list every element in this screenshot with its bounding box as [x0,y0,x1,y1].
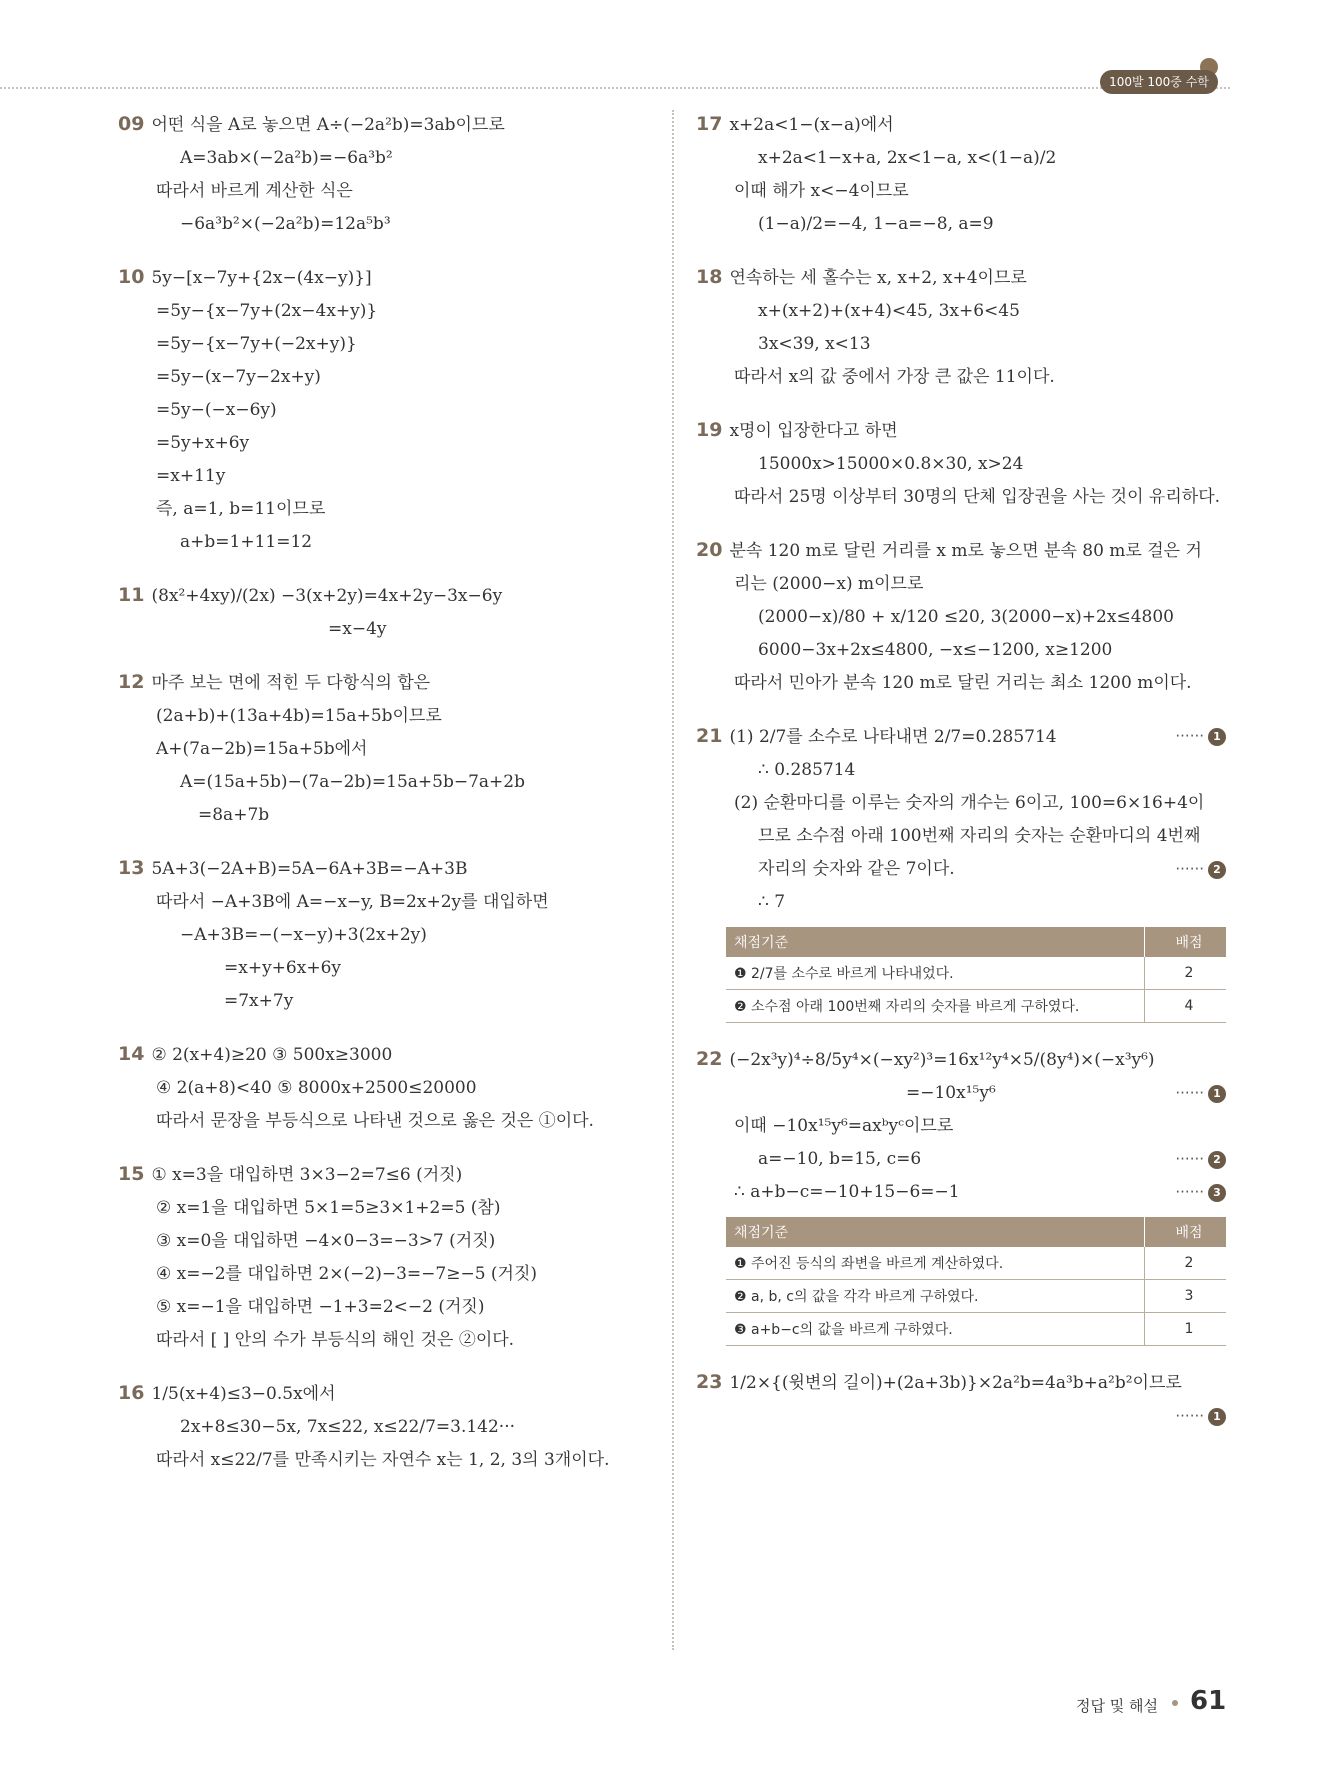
solution-line [696,1366,1226,1400]
solution-text: ∴ a+b−c=−10+15−6=−1 [734,1182,960,1202]
problem-number: 18 [696,266,723,288]
solution-line [118,886,638,919]
solution-line [696,1043,1226,1077]
problem-number: 12 [118,671,145,693]
solution-line [696,361,1226,394]
solution-text: x+2a<1−(x−a)에서 [729,115,894,135]
scoring-table [726,1217,1226,1346]
problem-19 [696,414,1226,514]
solution-line [118,175,638,208]
page-number: 61 [1190,1686,1227,1716]
solution-line [118,460,638,493]
solution-line [118,666,638,700]
solution-text: a=−10, b=15, c=6 [758,1149,922,1169]
solution-line [118,799,638,832]
solution-text: (−2x³y)⁴÷8/5y⁴×(−xy²)³=16x¹²y⁴×5/(8y⁴)×(−x³y⁶) [729,1050,1155,1070]
solution-text: 리는 (2000−x) m이므로 [734,574,924,594]
problem-number: 19 [696,419,723,441]
criteria-cell: ❷ a, b, c의 값을 각각 바르게 구하였다. [726,1280,1145,1313]
solution-text: =x−4y [328,619,387,639]
solution-line [118,1158,638,1192]
problem-number: 23 [696,1371,723,1393]
solution-line [118,952,638,985]
criteria-cell: ❷ 소수점 아래 100번째 자리의 숫자를 바르게 구하였다. [726,990,1145,1023]
step-marker: ······ 1 [1175,720,1226,753]
step-number-icon: 1 [1208,728,1226,746]
solution-text: 6000−3x+2x≤4800, −x≤−1200, x≥1200 [758,640,1113,660]
solution-text: =5y+x+6y [156,433,250,453]
solution-line [118,394,638,427]
solution-text: −A+3B=−(−x−y)+3(2x+2y) [180,925,427,945]
solution-text: 15000x>15000×0.8×30, x>24 [758,454,1024,474]
step-marker: ······ 1 [1175,1077,1226,1110]
solution-line [696,1176,1226,1209]
points-cell: 3 [1145,1280,1227,1313]
solution-text: 따라서 민아가 분속 120 m로 달린 거리는 최소 1200 m이다. [734,673,1192,693]
solution-text: 따라서 x≤22/7를 만족시키는 자연수 x는 1, 2, 3의 3개이다. [156,1450,610,1470]
solution-line [118,1038,638,1072]
criteria-header: 채점기준 [726,1217,1145,1247]
solution-text: x+(x+2)+(x+4)<45, 3x+6<45 [758,301,1020,321]
solution-line [118,361,638,394]
criteria-cell: ❶ 2/7를 소수로 바르게 나타내었다. [726,957,1145,990]
problem-18 [696,261,1226,394]
solution-text: x+2a<1−x+a, 2x<1−a, x<(1−a)/2 [758,148,1057,168]
scoring-header-row [726,927,1226,957]
solution-line [118,108,638,142]
solution-text: 연속하는 세 홀수는 x, x+2, x+4이므로 [729,268,1027,288]
solution-line [118,1225,638,1258]
solution-line [696,414,1226,448]
step-number-icon: 3 [1208,1184,1226,1202]
solution-line [118,700,638,733]
header-rule [0,87,1230,89]
problem-20 [696,534,1226,700]
problem-16 [118,1377,638,1477]
step-number-icon: 2 [1208,1151,1226,1169]
solution-line [118,142,638,175]
solution-line [696,261,1226,295]
solution-text: ④ x=−2를 대입하면 2×(−2)−3=−7≥−5 (거짓) [156,1264,538,1284]
solution-line [118,579,638,613]
solution-text: 므로 소수점 아래 100번째 자리의 숫자는 순환마디의 4번째 [758,826,1201,846]
solution-line [696,787,1226,820]
column-divider [672,110,674,1650]
solution-line [118,1105,638,1138]
problem-10 [118,261,638,559]
solution-text: 3x<39, x<13 [758,334,871,354]
problem-number: 15 [118,1163,145,1185]
problem-21 [696,720,1226,1023]
solution-text: =x+y+6x+6y [224,958,341,978]
solution-text: ∴ 0.285714 [758,760,856,780]
solution-line [696,601,1226,634]
points-cell: 4 [1145,990,1227,1023]
right-column [696,108,1226,1433]
solution-line [696,108,1226,142]
problem-number: 09 [118,113,145,135]
solution-text: (1−a)/2=−4, 1−a=−8, a=9 [758,214,994,234]
solution-text: (2) 순환마디를 이루는 숫자의 개수는 6이고, 100=6×16+4이 [734,793,1205,813]
footer-dot-icon [1172,1700,1178,1706]
solution-text: 따라서 25명 이상부터 30명의 단체 입장권을 사는 것이 유리하다. [734,487,1221,507]
problem-13 [118,852,638,1018]
points-cell: 1 [1145,1313,1227,1346]
solution-text: ① x=3을 대입하면 3×3−2=7≤6 (거짓) [151,1165,463,1185]
step-marker: ······ 3 [1175,1176,1226,1209]
solution-text: (2a+b)+(13a+4b)=15a+5b이므로 [156,706,442,726]
solution-line [118,1324,638,1357]
problem-17 [696,108,1226,241]
solution-text: 분속 120 m로 달린 거리를 x m로 놓으면 분속 80 m로 걸은 거 [729,541,1202,561]
solution-text: 이때 해가 x<−4이므로 [734,181,909,201]
solution-line [696,820,1226,853]
solution-text: =x+11y [156,466,226,486]
solution-text: =5y−(−x−6y) [156,400,277,420]
problem-11 [118,579,638,646]
scoring-table [726,927,1226,1023]
solution-line [696,1143,1226,1176]
step-marker: ······ 1 [1175,1400,1226,1433]
solution-text: x명이 입장한다고 하면 [729,421,898,441]
solution-line [118,919,638,952]
solution-text: 즉, a=1, b=11이므로 [156,499,326,519]
step-marker: ······ 2 [1175,853,1226,886]
solution-text: 1/5(x+4)≤3−0.5x에서 [151,1384,336,1404]
solution-text: ⑤ x=−1을 대입하면 −1+3=2<−2 (거짓) [156,1297,485,1317]
solution-line [696,667,1226,700]
criteria-header: 채점기준 [726,927,1145,957]
solution-text: A=(15a+5b)−(7a−2b)=15a+5b−7a+2b [180,772,525,792]
solution-text: =5y−(x−7y−2x+y) [156,367,321,387]
solution-line [118,493,638,526]
solution-line [696,1110,1226,1143]
step-number-icon: 1 [1208,1408,1226,1426]
problem-number: 13 [118,857,145,879]
solution-text: (2000−x)/80 + x/120 ≤20, 3(2000−x)+2x≤4800 [758,607,1174,627]
scoring-row [726,1247,1226,1280]
criteria-cell: ❶ 주어진 등식의 좌변을 바르게 계산하였다. [726,1247,1145,1280]
solution-line [696,720,1226,754]
problem-number: 21 [696,725,723,747]
solution-text: 어떤 식을 A로 놓으면 A÷(−2a²b)=3ab이므로 [151,115,505,135]
problem-14 [118,1038,638,1138]
solution-line [118,766,638,799]
solution-text: 5A+3(−2A+B)=5A−6A+3B=−A+3B [151,859,468,879]
solution-line [696,534,1226,568]
left-column [118,108,638,1497]
solution-line [696,754,1226,787]
step-number-icon: 1 [1208,1085,1226,1103]
problem-number: 14 [118,1043,145,1065]
solution-line [118,208,638,241]
solution-line [118,1072,638,1105]
solution-text: ② 2(x+4)≥20 ③ 500x≥3000 [151,1045,393,1065]
solution-line [118,1291,638,1324]
solution-text: 마주 보는 면에 적힌 두 다항식의 합은 [151,673,431,693]
step-marker: ······ 2 [1175,1143,1226,1176]
solution-line [696,853,1226,886]
solution-text: ③ x=0을 대입하면 −4×0−3=−3>7 (거짓) [156,1231,496,1251]
solution-text: =8a+7b [198,805,270,825]
solution-text: (8x²+4xy)/(2x) −3(x+2y)=4x+2y−3x−6y [151,586,503,606]
solution-text: (1) 2/7를 소수로 나타내면 2/7=0.285714 [729,727,1057,747]
solution-text: 2x+8≤30−5x, 7x≤22, x≤22/7=3.142··· [180,1417,516,1437]
points-header: 배점 [1145,927,1227,957]
solution-line [696,568,1226,601]
book-title-badge: 100발 100중 수학 [1100,70,1218,94]
problem-number: 22 [696,1048,723,1070]
problem-number: 16 [118,1382,145,1404]
solution-line [118,328,638,361]
solution-line [696,886,1226,919]
problem-23 [696,1366,1226,1425]
solution-text: A=3ab×(−2a²b)=−6a³b² [180,148,393,168]
problem-09 [118,108,638,241]
problem-15 [118,1158,638,1357]
problem-12 [118,666,638,832]
solution-line [118,613,638,646]
scoring-header-row [726,1217,1226,1247]
solution-text: =5y−{x−7y+(2x−4x+y)} [156,301,378,321]
solution-text: =7x+7y [224,991,294,1011]
problem-number: 11 [118,584,145,606]
solution-line [118,733,638,766]
solution-text: −6a³b²×(−2a²b)=12a⁵b³ [180,214,391,234]
problem-number: 10 [118,266,145,288]
solution-line [696,1077,1226,1110]
solution-text: 자리의 숫자와 같은 7이다. [758,859,955,879]
solution-line [696,481,1226,514]
solution-text: 따라서 문장을 부등식으로 나타낸 것으로 옳은 것은 ①이다. [156,1111,594,1131]
solution-line [696,175,1226,208]
solution-line [118,852,638,886]
solution-text: ∴ 7 [758,892,786,912]
scoring-row [726,1313,1226,1346]
solution-line [118,427,638,460]
problem-number: 20 [696,539,723,561]
solution-line [118,985,638,1018]
solution-line [118,1444,638,1477]
footer-label: 정답 및 해설 [1076,1697,1158,1715]
solution-line [696,208,1226,241]
solution-text: 따라서 −A+3B에 A=−x−y, B=2x+2y를 대입하면 [156,892,549,912]
solution-line [696,328,1226,361]
solution-line [118,261,638,295]
solution-line [696,295,1226,328]
solution-line [118,526,638,559]
solution-text: 따라서 [ ] 안의 수가 부등식의 해인 것은 ②이다. [156,1330,515,1350]
scoring-row [726,957,1226,990]
points-header: 배점 [1145,1217,1227,1247]
step-number-icon: 2 [1208,861,1226,879]
solution-text: A+(7a−2b)=15a+5b에서 [156,739,368,759]
solution-text: ② x=1을 대입하면 5×1=5≥3×1+2=5 (참) [156,1198,501,1218]
solution-text: 1/2×{(윗변의 길이)+(2a+3b)}×2a²b=4a³b+a²b²이므로 [729,1373,1182,1393]
solution-line [696,142,1226,175]
solution-line [696,634,1226,667]
points-cell: 2 [1145,957,1227,990]
solution-line [118,1411,638,1444]
solution-line [696,448,1226,481]
problem-number: 17 [696,113,723,135]
criteria-cell: ❸ a+b−c의 값을 바르게 구하였다. [726,1313,1145,1346]
problem-22 [696,1043,1226,1346]
solution-text: a+b=1+11=12 [180,532,313,552]
solution-text: =−10x¹⁵y⁶ [906,1083,996,1103]
solution-line [118,1192,638,1225]
scoring-row [726,990,1226,1023]
solution-line [118,1377,638,1411]
solution-text: 이때 −10x¹⁵y⁶=axᵇyᶜ이므로 [734,1116,954,1136]
solution-text: 따라서 바르게 계산한 식은 [156,181,353,201]
solution-text: ④ 2(a+8)<40 ⑤ 8000x+2500≤20000 [156,1078,477,1098]
solution-text: =5y−{x−7y+(−2x+y)} [156,334,357,354]
scoring-row [726,1280,1226,1313]
points-cell: 2 [1145,1247,1227,1280]
solution-text: 5y−[x−7y+{2x−(4x−y)}] [151,268,372,288]
solution-line [118,1258,638,1291]
solution-text: 따라서 x의 값 중에서 가장 큰 값은 11이다. [734,367,1055,387]
solution-line [118,295,638,328]
